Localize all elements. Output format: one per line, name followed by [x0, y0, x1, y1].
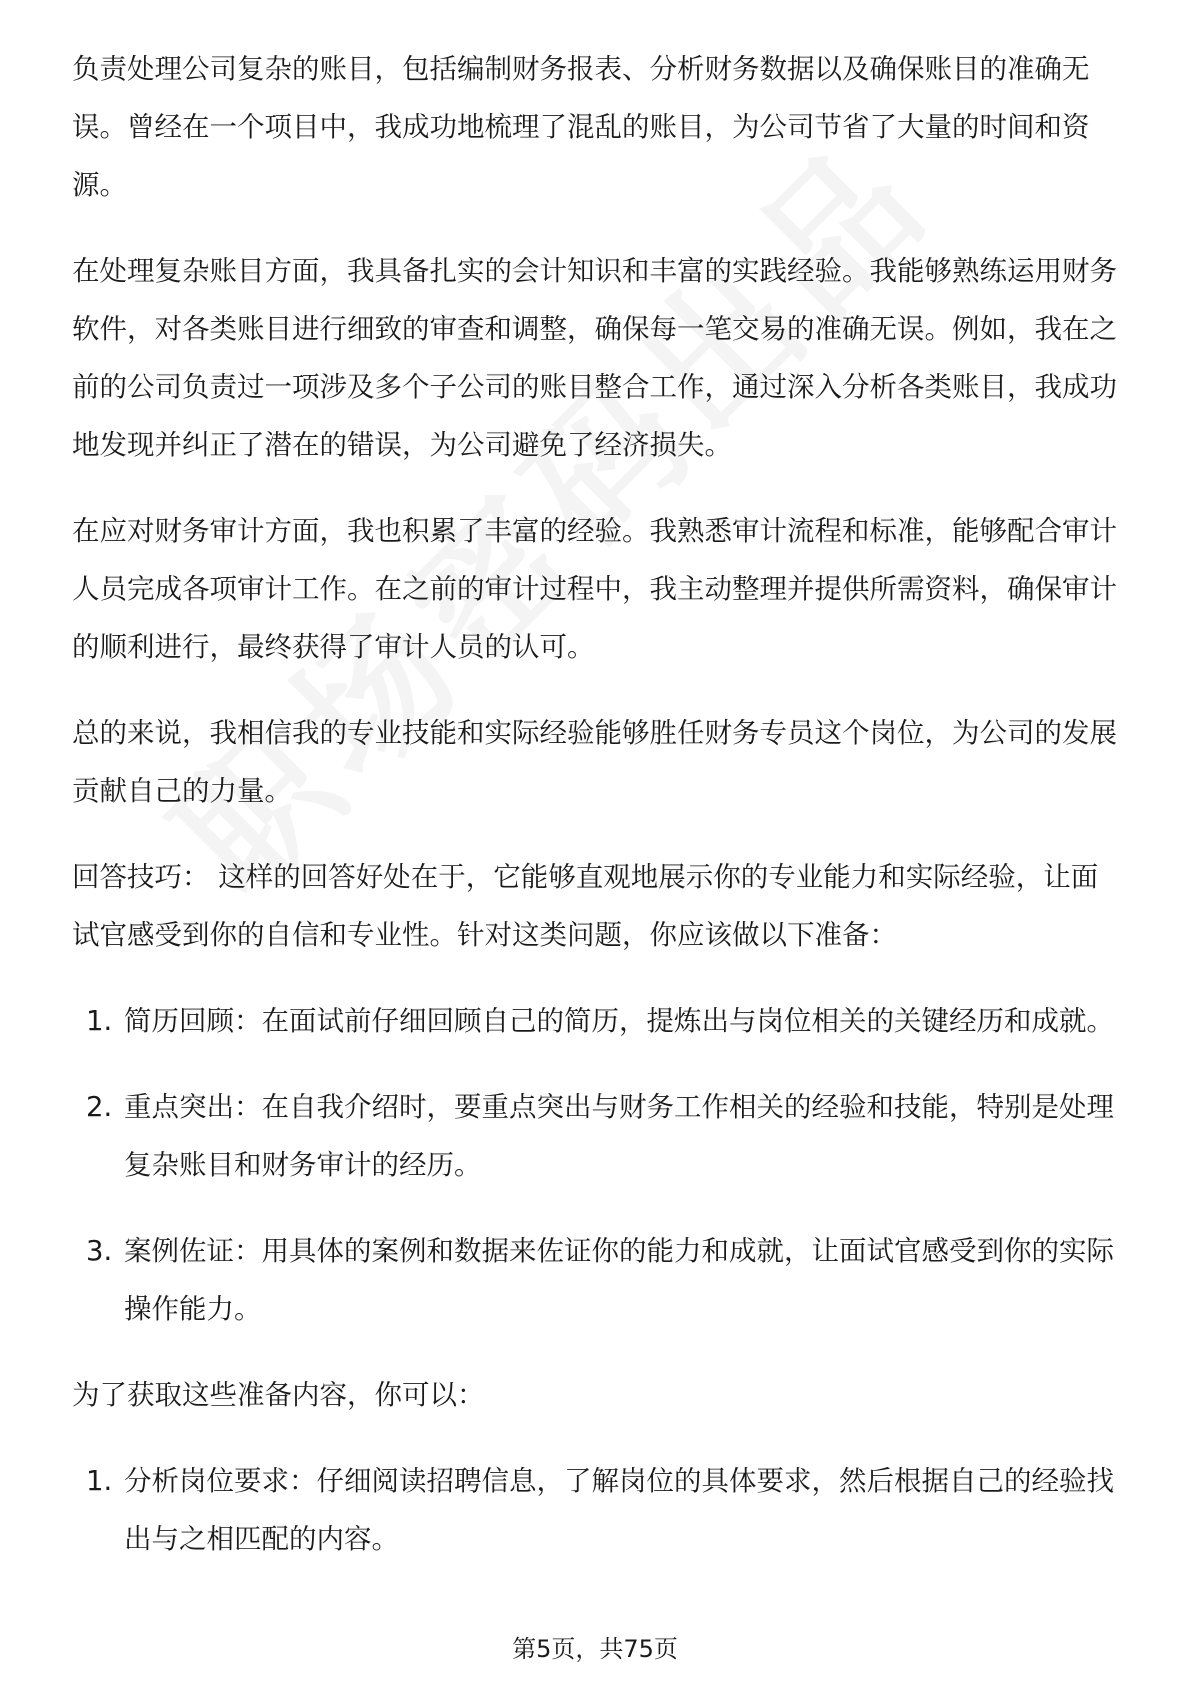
- list-number: 1.: [86, 1465, 113, 1497]
- list-item-text: 分析岗位要求：仔细阅读招聘信息，了解岗位的具体要求，然后根据自己的经验找出与之相匹配的内容。: [124, 1465, 1114, 1555]
- preparation-list: [72, 992, 1120, 1338]
- list-number: 3.: [86, 1235, 113, 1267]
- list-item: [72, 1222, 1120, 1338]
- page-footer: 第5页，共75页: [512, 1635, 678, 1663]
- list-item: [72, 1078, 1120, 1194]
- paragraph: 在处理复杂账目方面，我具备扎实的会计知识和丰富的实践经验。我能够熟练运用财务软件，对各类账目进行细致的审查和调整，确保每一笔交易的准确无误。例如，我在之前的公司负责过一项涉及多个子公司的账目整合工作，通过深入分析各类账目，我成功地发现并纠正了潜在的错误，为公司避免了经济损失。: [72, 255, 1117, 461]
- list-item-text: 重点突出：在自我介绍时，要重点突出与财务工作相关的经验和技能，特别是处理复杂账目和财务审计的经历。: [124, 1091, 1114, 1181]
- list-item: [72, 992, 1120, 1050]
- list-item: [72, 1452, 1120, 1568]
- list-number: 2.: [86, 1091, 113, 1123]
- method-list: [72, 1452, 1120, 1568]
- document-body: [72, 40, 1120, 1596]
- paragraph: 负责处理公司复杂的账目，包括编制财务报表、分析财务数据以及确保账目的准确无误。曾经在一个项目中，我成功地梳理了混乱的账目，为公司节省了大量的时间和资源。: [72, 53, 1090, 201]
- list-number: 1.: [86, 1005, 113, 1037]
- paragraph: 在应对财务审计方面，我也积累了丰富的经验。我熟悉审计流程和标准，能够配合审计人员完成各项审计工作。在之前的审计过程中，我主动整理并提供所需资料，确保审计的顺利进行，最终获得了审计人员的认可。: [72, 515, 1117, 663]
- paragraph: 为了获取这些准备内容，你可以：: [72, 1379, 485, 1411]
- list-item-text: 案例佐证：用具体的案例和数据来佐证你的能力和成就，让面试官感受到你的实际操作能力。: [124, 1235, 1114, 1325]
- list-item-text: 简历回顾：在面试前仔细回顾自己的简历，提炼出与岗位相关的关键经历和成就。: [124, 1005, 1114, 1037]
- answer-tips-paragraph: 回答技巧： 这样的回答好处在于，它能够直观地展示你的专业能力和实际经验，让面试官感受到你的自信和专业性。针对这类问题，你应该做以下准备：: [72, 861, 1099, 951]
- paragraph: 总的来说，我相信我的专业技能和实际经验能够胜任财务专员这个岗位，为公司的发展贡献自己的力量。: [72, 717, 1117, 807]
